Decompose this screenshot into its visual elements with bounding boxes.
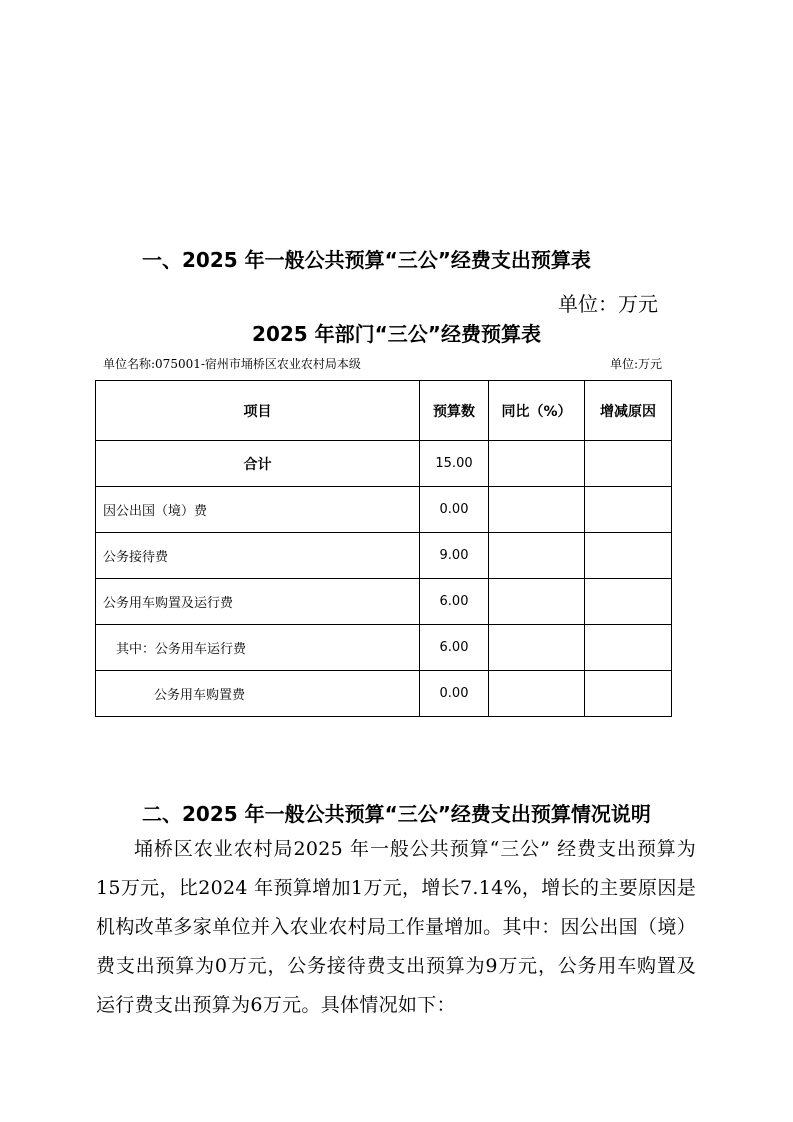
row-yoy bbox=[489, 441, 585, 487]
row-yoy bbox=[489, 533, 585, 579]
header-yoy: 同比（%） bbox=[489, 381, 585, 441]
row-reason bbox=[585, 441, 672, 487]
section2-heading: 二、2025 年一般公共预算“三公”经费支出预算情况说明 bbox=[142, 802, 651, 826]
header-item: 项目 bbox=[96, 381, 420, 441]
row-yoy bbox=[489, 487, 585, 533]
row-budget: 9.00 bbox=[420, 533, 489, 579]
unit-label-table: 单位:万元 bbox=[609, 357, 662, 371]
row-reason bbox=[585, 533, 672, 579]
table-row bbox=[96, 625, 672, 671]
row-yoy bbox=[489, 625, 585, 671]
row-item: 其中：公务用车运行费 bbox=[96, 625, 420, 671]
table-row bbox=[96, 487, 672, 533]
table-row bbox=[96, 579, 672, 625]
header-budget: 预算数 bbox=[420, 381, 489, 441]
row-yoy bbox=[489, 671, 585, 717]
unit-label-top: 单位：万元 bbox=[558, 292, 658, 316]
explanation-paragraph: 埇桥区农业农村局2025 年一般公共预算“三公” 经费支出预算为15万元，比2024 年预算增加1万元，增长7.14%，增长的主要原因是机构改革多家单位并入农业农村局工作量增加。其中：因公出国（境）费支出预算为0万元，公务接待费支出预算为9万元，公务用车购置及运行费支出预算为6万元。具体情况如下： bbox=[96, 838, 696, 1016]
header-reason: 增减原因 bbox=[585, 381, 672, 441]
budget-table bbox=[95, 380, 672, 717]
row-budget: 15.00 bbox=[420, 441, 489, 487]
row-budget: 0.00 bbox=[420, 671, 489, 717]
row-reason bbox=[585, 487, 672, 533]
row-item: 公务用车购置费 bbox=[96, 671, 420, 717]
row-item: 因公出国（境）费 bbox=[96, 487, 420, 533]
table-row bbox=[96, 671, 672, 717]
row-item: 合计 bbox=[96, 441, 420, 487]
table-row bbox=[96, 533, 672, 579]
row-reason bbox=[585, 625, 672, 671]
row-budget: 6.00 bbox=[420, 579, 489, 625]
row-item: 公务用车购置及运行费 bbox=[96, 579, 420, 625]
row-budget: 0.00 bbox=[420, 487, 489, 533]
unit-name: 单位名称:075001-宿州市埇桥区农业农村局本级 bbox=[103, 357, 361, 371]
table-title: 2025 年部门“三公”经费预算表 bbox=[252, 322, 541, 346]
row-reason bbox=[585, 671, 672, 717]
row-item: 公务接待费 bbox=[96, 533, 420, 579]
row-budget: 6.00 bbox=[420, 625, 489, 671]
table-header-row bbox=[96, 381, 672, 441]
row-reason bbox=[585, 579, 672, 625]
table-row bbox=[96, 441, 672, 487]
section1-heading: 一、2025 年一般公共预算“三公”经费支出预算表 bbox=[142, 248, 591, 272]
row-yoy bbox=[489, 579, 585, 625]
